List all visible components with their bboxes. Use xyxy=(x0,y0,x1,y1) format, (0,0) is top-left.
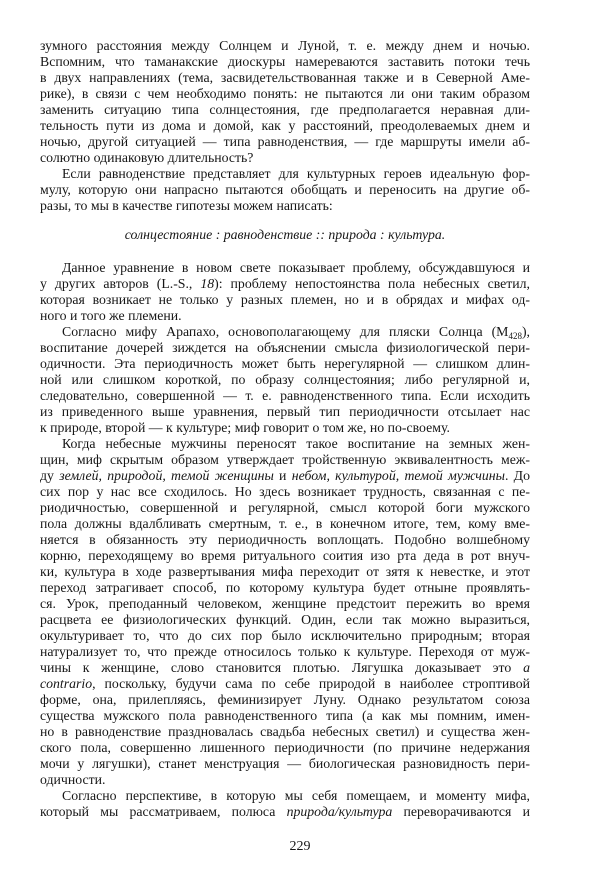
text-line: ского пола, совершенно лишенного периодичности (по причине недержания xyxy=(40,740,530,755)
text-line: солютно одинаковую длительность? xyxy=(40,150,254,165)
text-segment: ду xyxy=(40,468,60,483)
text-block-before-formula xyxy=(40,38,530,214)
text-line: щин, миф скрытым образом утверждает тройственную эквивалентность меж- xyxy=(40,452,530,467)
paragraph xyxy=(40,38,530,166)
text-line: сих пор у нас все сходилось. Но здесь возникает трудность, связанная с пе- xyxy=(40,484,530,499)
text-line: натурализует то, что прежде относилось только к культуре. Переходя от муж- xyxy=(40,644,530,659)
page-number: 229 xyxy=(289,839,311,854)
text-line: риодичностью, совершенной и регулярной, смысл которой боги мужского xyxy=(40,500,530,515)
text-line: ного и того же племени. xyxy=(40,308,182,323)
italic-text: землей, природой, темой женщины xyxy=(59,468,274,483)
paragraph xyxy=(40,436,530,788)
text-line: рике), в связи с чем необходимо понять: не пытаются ли они таким образом xyxy=(40,86,530,101)
italic-text: природа/культура xyxy=(286,804,393,819)
text-segment: чины к женщине, слово становится плотью. Лягушка доказывает это xyxy=(40,660,524,675)
paragraph xyxy=(40,788,530,820)
paragraph xyxy=(40,324,530,436)
italic-text: a xyxy=(523,660,530,675)
text-line xyxy=(40,804,530,820)
text-line: переход затрагивает способ, по которому культура будет отныне проявлять- xyxy=(40,580,530,595)
formula: солнцестояние : равноденствие :: природа : культура. xyxy=(124,227,446,242)
text-segment: ), xyxy=(521,324,530,339)
text-line: воспитание дочерей зиждется на объяснении смысла физиологической пери- xyxy=(40,340,530,355)
text-line: пола должны вдалбливать смертным, т. е., в конечном итоге, тем, кому вме- xyxy=(40,516,530,531)
text-line: ночью, другой ситуацией — типа равноденствия, — где маршруты имели аб- xyxy=(40,134,530,149)
text-line: заменить ситуацию типа солнцестояния, где предполагается неравная дли- xyxy=(40,102,530,117)
text-line: в двух направлениях (тема, засвидетельствованная также и в Северной Аме- xyxy=(40,70,530,85)
text-line: тельность пути из дома и домой, как у расстояний, преодолеваемых днем и xyxy=(40,118,530,133)
italic-text: contrario xyxy=(40,676,93,691)
text-segment: . До xyxy=(504,468,530,483)
text-segment: , поскольку, будучи сама по себе природой в наиболее строптивой xyxy=(92,676,530,691)
page-body xyxy=(40,38,530,820)
text-line: расцвета ее физиологических функций. Один, если так можно выразиться, xyxy=(40,612,530,627)
text-line: няется в обязанность эту периодичность воплощать. Подобно волшебному xyxy=(40,532,530,547)
paragraph xyxy=(40,166,530,214)
text-line: ся. Урок, преподанный человеком, женщине предстоит пережить во время xyxy=(40,596,530,611)
paragraph xyxy=(40,260,530,324)
text-block-after-formula xyxy=(40,260,530,820)
text-line: существа мужского пола равноденственного типа (а как мы помним, имен- xyxy=(40,708,530,723)
text-segment: у других авторов (L.-S., xyxy=(40,276,201,291)
text-segment: ): проблему непостоянства пола небесных светил, xyxy=(214,276,530,291)
text-line: ки, культура в ходе развертывания мифа переходит от зятя к невестке, и этот xyxy=(40,564,530,579)
text-segment: который мы рассматриваем, полюса xyxy=(40,804,287,819)
italic-text: 18 xyxy=(200,276,215,291)
text-line: Вспомним, что таманакские диоскуры намереваются заставить потоки течь xyxy=(40,54,530,69)
text-line: Если равноденствие представляет для культурных героев идеальную фор- xyxy=(62,166,530,181)
text-segment: переворачиваются и xyxy=(392,804,530,819)
text-line xyxy=(40,468,530,484)
text-segment: Согласно мифу Арапахо, основополагающему для пляски Солнца (M xyxy=(62,324,509,339)
text-line: зумного расстояния между Солнцем и Луной, т. е. между днем и ночью. xyxy=(40,38,530,53)
text-line: к природе, второй — к культуре; миф говорит о том же, но по-своему. xyxy=(40,420,450,435)
italic-text: небом, культурой, темой мужчины xyxy=(291,468,505,483)
text-line: Когда небесные мужчины переносят такое воспитание на земных жен- xyxy=(62,436,530,451)
text-line: окультуривает то, что до сих пор было исключительно природным; вторая xyxy=(40,628,530,643)
text-line: которая возникает не только у разных племен, но и в обрядах и мифах од- xyxy=(40,292,530,307)
text-line: следовательно, совершенной — т. е. равноденственного типа. Если исходить xyxy=(40,388,530,403)
text-line xyxy=(40,676,530,692)
text-line: корню, переходящему во время ритуального соития изо рта деда в рот внуч- xyxy=(40,548,530,563)
text-line: мочи у лягушки), станет менструация — биологическая разновидность пери- xyxy=(40,756,530,771)
text-line: Согласно перспективе, в которую мы себя помещаем, и моменту мифа, xyxy=(62,788,530,803)
text-line: форме, она, прилепляясь, феминизирует Луну. Однако результатом союза xyxy=(40,692,530,707)
text-line xyxy=(40,324,530,340)
text-line: одичности. Эта периодичность может быть нерегулярной — слишком длин- xyxy=(40,356,530,371)
text-line: мулу, которую они напрасно пытаются обобщать и переносить на другие об- xyxy=(40,182,530,197)
text-line: разы, то мы в качестве гипотезы можем написать: xyxy=(40,198,333,213)
text-line: Данное уравнение в новом свете показывает проблему, обсуждавшуюся и xyxy=(62,260,530,275)
text-line: из приведенного выше уравнения, первый тип периодичности отсылает нас xyxy=(40,404,530,419)
text-line xyxy=(40,660,530,676)
text-line xyxy=(40,276,530,292)
text-line: ной или слишком короткой, по образу солнцестояния; либо регулярной и, xyxy=(40,372,530,387)
text-segment: и xyxy=(273,468,292,483)
text-line: одичности. xyxy=(40,772,106,787)
text-line: но в равноденствие праздновалась свадьба небесных светил) и существа жен- xyxy=(40,724,530,739)
subscript: 428 xyxy=(508,331,522,341)
